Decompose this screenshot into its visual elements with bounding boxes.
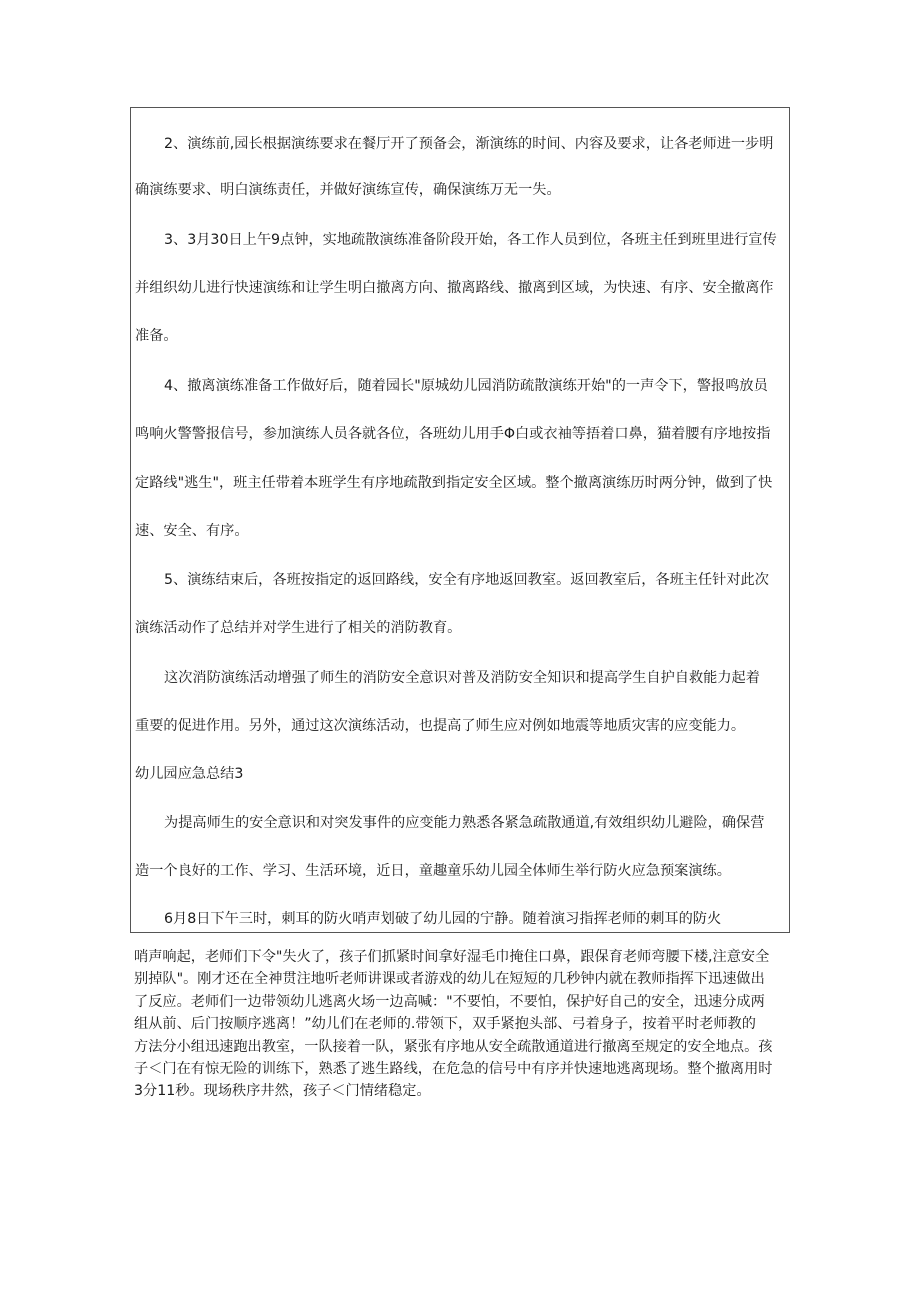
- paragraph-line: 准备。: [135, 328, 178, 344]
- paragraph-line: 速、安全、有序。: [135, 523, 249, 539]
- paragraph-line: 造一个良好的工作、学习、生活环境，近日，童趣童乐幼儿园全体师生举行防火应急预案演练。: [135, 863, 731, 879]
- paragraph-line: 鸣响火警警报信号，参加演练人员各就各位，各班幼儿用手Φ白或衣袖等捂着口鼻，猫着腰有序地按指: [135, 426, 771, 442]
- paragraph-line: 子＜门在有惊无险的训练下，熟悉了逃生路线，在危急的信号中有序并快速地逃离现场。整个撤离用时: [134, 1061, 773, 1078]
- paragraph-line: 组从前、后门按顺序逃离！”幼儿们在老师的.带领下，双手紧抱头部、弓着身子，按着平时老师教的: [134, 1016, 756, 1033]
- paragraph-line: 并组织幼儿进行快速演练和让学生明白撤离方向、撤离路线、撤离到区域，为快速、有序、安全撤离作: [135, 280, 774, 296]
- paragraph-line: 这次消防演练活动增强了师生的消防安全意识对普及消防安全知识和提高学生自护自救能力起着: [164, 670, 760, 686]
- paragraph-line: 3分11秒。现场秩序井然，孩子＜门情绪稳定。: [134, 1083, 431, 1100]
- paragraph-line: 为提高师生的安全意识和对突发事件的应变能力熟悉各紧急疏散通道,有效组织幼儿避险，确保营: [164, 815, 765, 831]
- paragraph-line: 重要的促进作用。另外，通过这次演练活动，也提高了师生应对例如地震等地质灾害的应变能力。: [135, 718, 746, 734]
- paragraph-line: 了反应。老师们一边带领幼儿逃离火场一边高喊："不要怕，不要怕，保护好自己的安全，迅速分成两: [134, 993, 765, 1010]
- paragraph-line: 演练活动作了总结并对学生进行了相关的消防教育。: [135, 620, 462, 636]
- paragraph-line: 别掉队"。刚才还在全神贯注地听老师讲课或者游戏的幼儿在短短的几秒钟内就在教师指挥下迅速做出: [134, 971, 765, 988]
- paragraph-line: 方法分小组迅速跑出教室，一队接着一队，紧张有序地从安全疏散通道进行撤离至规定的安全地点。孩: [134, 1038, 773, 1055]
- paragraph-line: 3、3月30日上午9点钟，实地疏散演练准备阶段开始，各工作人员到位，各班主任到班里进行宣传: [164, 232, 777, 248]
- section-heading: 幼儿园应急总结3: [135, 766, 244, 782]
- paragraph-line: 6月8日下午三时，刺耳的防火哨声划破了幼儿园的宁静。随着演习指挥老师的刺耳的防火: [164, 911, 722, 927]
- paragraph-line: 哨声响起，老师们下令"失火了，孩子们抓紧时间拿好湿毛巾掩住口鼻，跟保育老师弯腰下楼,注意安全: [134, 949, 770, 965]
- bordered-text-box: [130, 107, 790, 933]
- paragraph-line: 2、演练前,园长根据演练要求在餐厅开了预备会，渐演练的时间、内容及要求，让各老师进一步明: [164, 136, 774, 152]
- paragraph-line: 4、撤离演练准备工作做好后，随着园长"原城幼儿园消防疏散演练开始"的一声令下，警报鸣放员: [164, 378, 768, 394]
- paragraph-line: 确演练要求、明白演练责任，并做好演练宣传，确保演练万无一失。: [135, 182, 561, 198]
- paragraph-line: 定路线"逃生"，班主任带着本班学生有序地疏散到指定安全区域。整个撤离演练历时两分钟，做到了快: [135, 475, 773, 491]
- continuation-paragraph: [134, 946, 790, 1103]
- paragraph-line: 5、演练结束后，各班按指定的返回路线，安全有序地返回教室。返回教室后，各班主任针对此次: [164, 572, 769, 588]
